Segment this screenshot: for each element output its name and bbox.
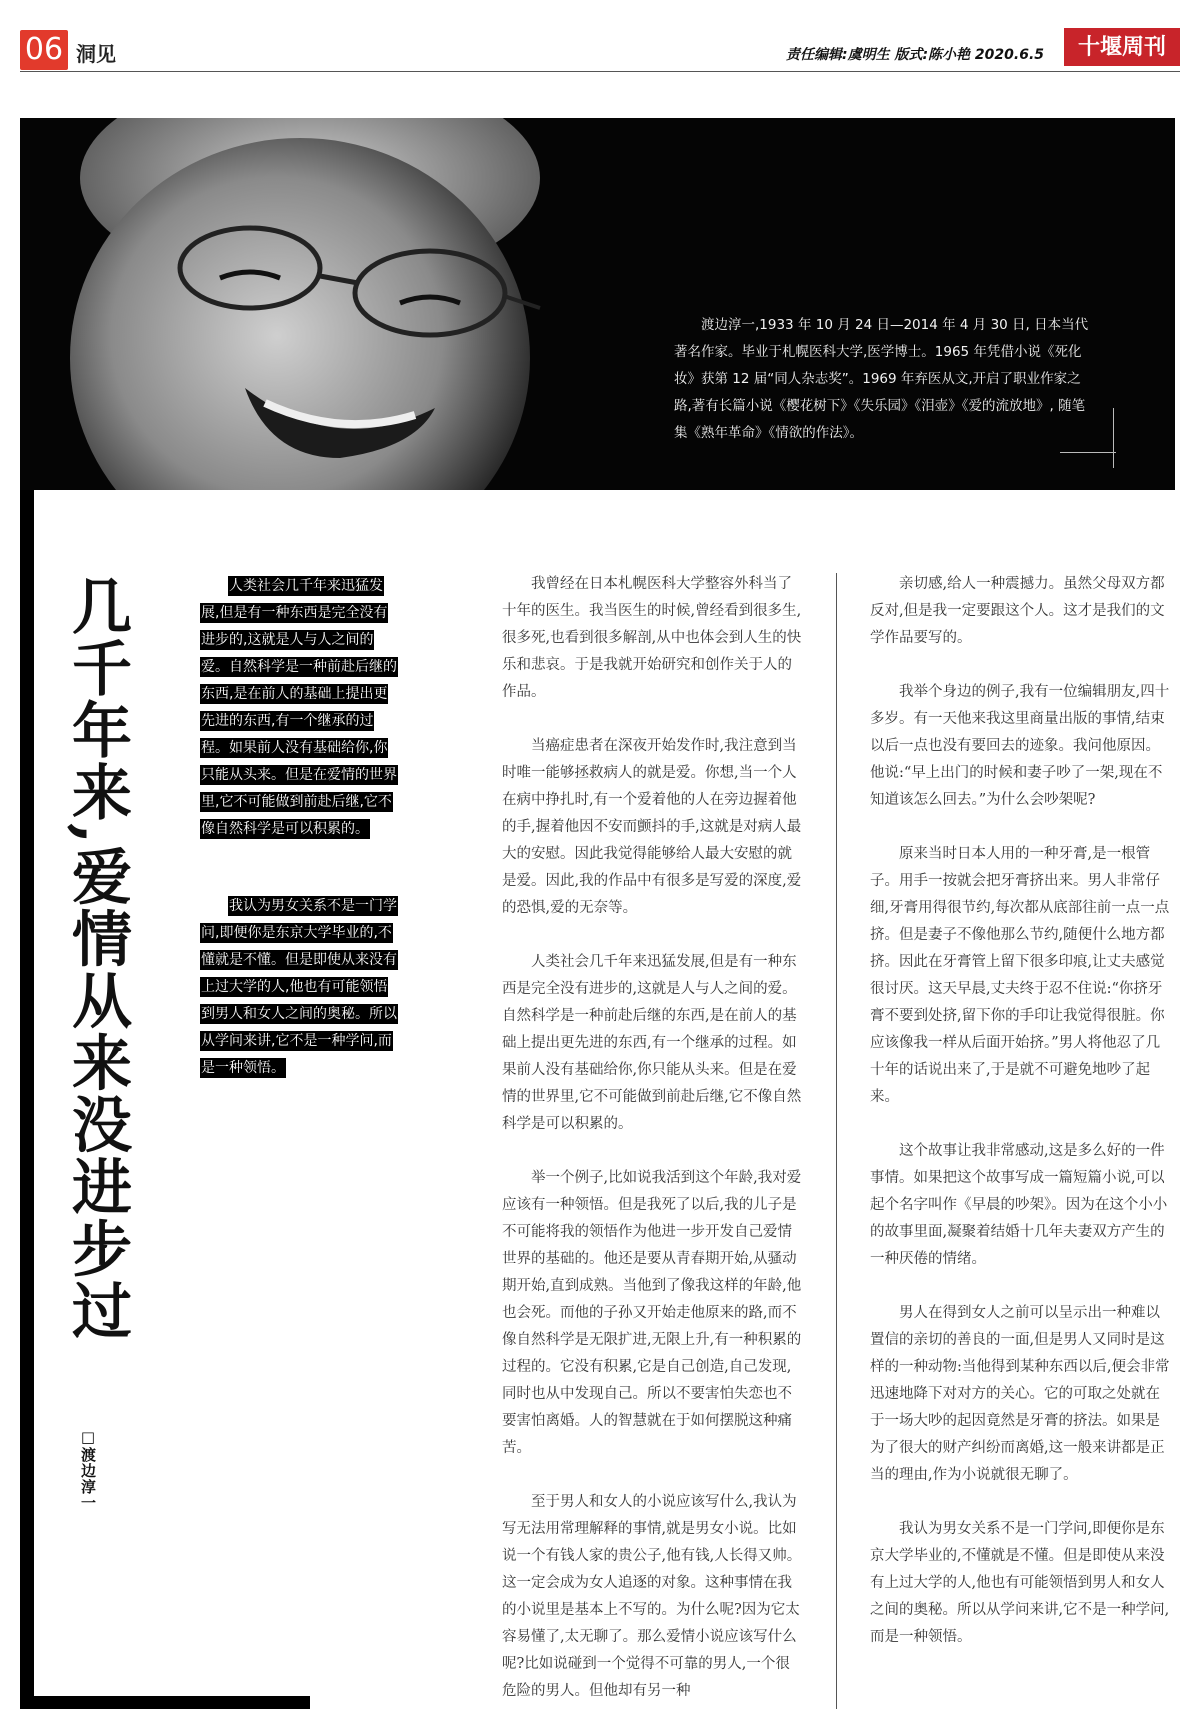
pull-quote-text: 人类社会几千年来迅猛发展,但是有一种东西是完全没有进步的,这就是人与人之间的爱。自然科学是一种前赴后继的东西,是在前人的基础上提出更先进的东西,有一个继承的过程。如果前人没有基础给你,你只能从头来。但是在爱情的世界里,它不可能做到前赴后继,它不像自然科学是可以积累的。 — [201, 578, 397, 837]
paragraph: 原来当时日本人用的一种牙膏,是一根管子。用手一按就会把牙膏挤出来。男人非常仔细,牙膏用得很节约,每次都从底部往前一点一点挤。但是妻子不像他那么节约,随便什么地方都挤。因此在牙膏管上留下很多印痕,让丈夫感觉很讨厌。这天早晨,丈夫终于忍不住说:“你挤牙膏不要到处挤,留下你的手印让我觉得很脏。你应该像我一样从后面开始挤。”男人将他忍了几十年的话说出来了,于是就不可避免地吵了起来。 — [870, 846, 1170, 1105]
pull-quote — [200, 573, 400, 843]
paragraph: 这个故事让我非常感动,这是多么好的一件事情。如果把这个故事写成一篇短篇小说,可以起个名字叫作《早晨的吵架》。因为在这个小小的故事里面,凝聚着结婚十几年夫妻双方产生的一种厌倦的情绪。 — [870, 1143, 1168, 1267]
paragraph: 我认为男女关系不是一门学问,即便你是东京大学毕业的,不懂就是不懂。但是即使从来没有上过大学的人,他也有可能领悟到男人和女人之间的奥秘。所以从学问来讲,它不是一种学问,而是一种领悟。 — [870, 1521, 1170, 1645]
pull-quote — [200, 893, 400, 1082]
editor-credits: 责任编辑:虞明生 版式:陈小艳 2020.6.5 — [785, 47, 1044, 63]
decorative-bar — [20, 490, 34, 1709]
header-divider — [20, 71, 1180, 72]
pull-quote-text: 我认为男女关系不是一门学问,即便你是东京大学毕业的,不懂就是不懂。但是即使从来没有上过大学的人,他也有可能领悟到男人和女人之间的奥秘。所以从学问来讲,它不是一种学问,而是一种领悟。 — [201, 898, 397, 1076]
paragraph: 至于男人和女人的小说应该写什么,我认为写无法用常理解释的事情,就是男女小说。比如说一个有钱人家的贵公子,他有钱,人长得又帅。这一定会成为女人追逐的对象。这种事情在我的小说里是基本上不写的。为什么呢?因为它太容易懂了,太无聊了。那么爱情小说应该写什么呢?比如说碰到一个觉得不可靠的男人,一个很危险的男人。但他却有另一种 — [502, 1494, 802, 1699]
paragraph: 男人在得到女人之前可以呈示出一种难以置信的亲切的善良的一面,但是男人又同时是这样的一种动物:当他得到某种东西以后,便会非常迅速地降下对对方的关心。它的可取之处就在于一场大吵的起因竟然是牙膏的挤法。如果是为了很大的财产纠纷而离婚,这一般来讲都是正当的理由,作为小说就很无聊了。 — [870, 1305, 1170, 1483]
caption-corner-mark — [1060, 452, 1116, 453]
paragraph: 亲切感,给人一种震撼力。虽然父母双方都反对,但是我一定要跟这个人。这才是我们的文学作品要写的。 — [870, 576, 1165, 646]
column-divider — [836, 573, 837, 1709]
section-title: 洞见 — [76, 42, 116, 66]
body-column-1 — [502, 571, 802, 1711]
paragraph: 我曾经在日本札幌医科大学整容外科当了十年的医生。我当医生的时候,曾经看到很多生,很多死,也看到很多解剖,从中也体会到人生的快乐和悲哀。于是我就开始研究和创作关于人的作品。 — [502, 576, 802, 700]
article-title: 几千年来,爱情从来没进步过 — [62, 575, 132, 1342]
publication-logo: 十堰周刊 — [1064, 28, 1180, 66]
decorative-bar — [20, 1696, 310, 1709]
caption-corner-mark — [1113, 408, 1114, 468]
article-author: □渡边淳一 — [79, 1428, 97, 1511]
paragraph: 人类社会几千年来迅猛发展,但是有一种东西是完全没有进步的,这就是人与人之间的爱。自然科学是一种前赴后继的东西,是在前人的基础上提出更先进的东西,有一个继承的过程。如果前人没有基础给你,你只能从头来。但是在爱情的世界里,它不可能做到前赴后继,它不像自然科学是可以积累的。 — [502, 954, 802, 1132]
paragraph: 当癌症患者在深夜开始发作时,我注意到当时唯一能够拯救病人的就是爱。你想,当一个人在病中挣扎时,有一个爱着他的人在旁边握着他的手,握着他因不安而颤抖的手,这就是对病人最大的安慰。因此我觉得能够给人最大安慰的就是爱。因此,我的作品中有很多是写爱的深度,爱的恐惧,爱的无奈等。 — [502, 738, 802, 916]
paragraph: 我举个身边的例子,我有一位编辑朋友,四十多岁。有一天他来我这里商量出版的事情,结束以后一点也没有要回去的迹象。我问他原因。他说:“早上出门的时候和妻子吵了一架,现在不知道该怎么回去。”为什么会吵架呢? — [870, 684, 1170, 808]
page-number: 06 — [20, 30, 68, 70]
body-column-2 — [870, 571, 1170, 1711]
paragraph: 举一个例子,比如说我活到这个年龄,我对爱应该有一种领悟。但是我死了以后,我的儿子是不可能将我的领悟作为他进一步开发自己爱情世界的基础的。他还是要从青春期开始,从骚动期开始,直到成熟。当他到了像我这样的年龄,他也会死。而他的子孙又开始走他原来的路,而不像自然科学是无限扩进,无限上升,有一种积累的过程的。它没有积累,它是自己创造,自己发现,同时也从中发现自己。所以不要害怕失恋也不要害怕离婚。人的智慧就在于如何摆脱这种痛苦。 — [502, 1170, 802, 1456]
photo-caption: 渡边淳一,1933 年 10 月 24 日—2014 年 4 月 30 日, 日本当代著名作家。毕业于札幌医科大学,医学博士。1965 年凭借小说《死化妆》获第 12 届“同人杂志奖”。1969 年弃医从文,开启了职业作家之路,著有长篇小说《樱花树下》《失乐园》《泪壶》《爱的流放地》, 随笔集《熟年革命》《情欲的作法》。 — [674, 317, 1089, 441]
